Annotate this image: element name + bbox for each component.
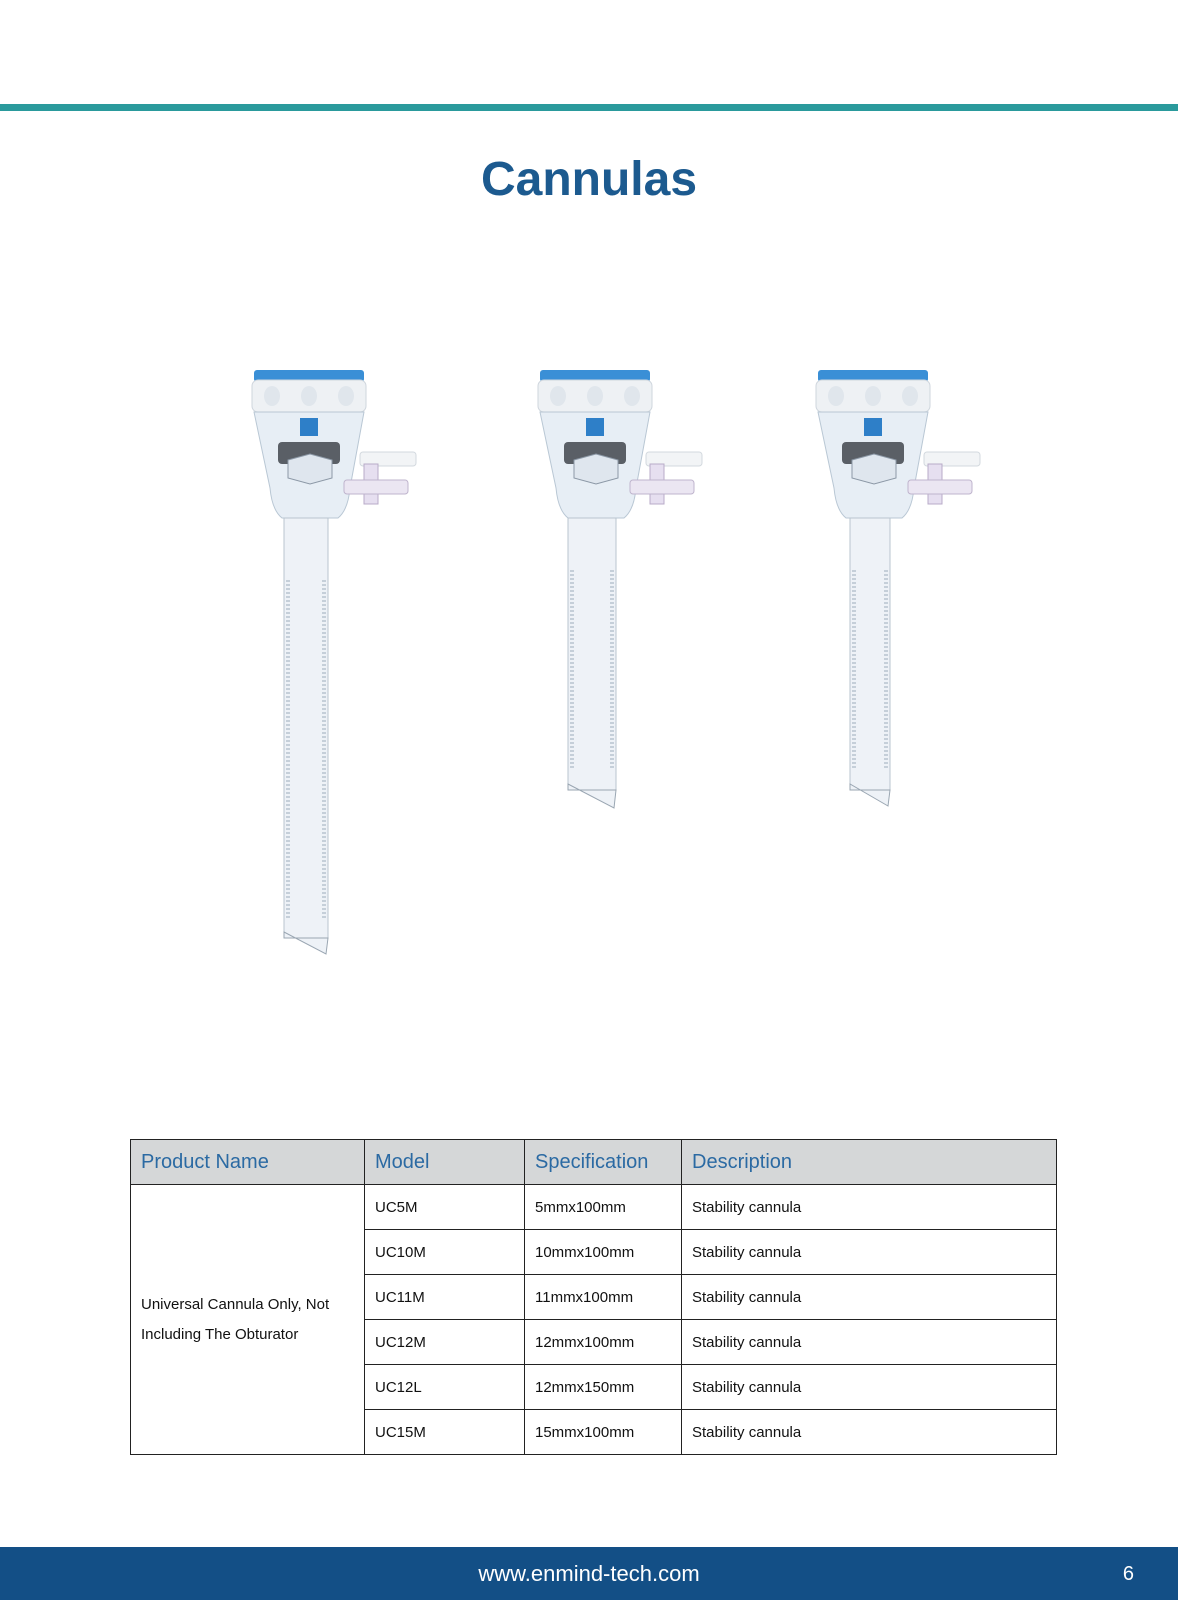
- spec-cell: 10mmx100mm: [525, 1230, 682, 1275]
- description-cell: Stability cannula: [682, 1275, 1057, 1320]
- top-rule: [0, 104, 1178, 111]
- table-row: [131, 1185, 1057, 1230]
- cannula-image: [812, 360, 992, 840]
- description-cell: Stability cannula: [682, 1320, 1057, 1365]
- header-model: Model: [365, 1140, 525, 1185]
- model-cell: UC10M: [365, 1230, 525, 1275]
- cannula-illustration: [538, 370, 702, 808]
- header-description: Description: [682, 1140, 1057, 1185]
- cannula-image: [248, 360, 428, 980]
- description-cell: Stability cannula: [682, 1185, 1057, 1230]
- description-cell: Stability cannula: [682, 1410, 1057, 1455]
- header-specification: Specification: [525, 1140, 682, 1185]
- spec-cell: 12mmx100mm: [525, 1320, 682, 1365]
- spec-cell: 12mmx150mm: [525, 1365, 682, 1410]
- cannula-image: [534, 360, 714, 840]
- spec-cell: 15mmx100mm: [525, 1410, 682, 1455]
- description-cell: Stability cannula: [682, 1365, 1057, 1410]
- model-cell: UC11M: [365, 1275, 525, 1320]
- spec-table: [130, 1139, 1057, 1455]
- table-header-row: [131, 1140, 1057, 1185]
- spec-cell: 5mmx100mm: [525, 1185, 682, 1230]
- header-product-name: Product Name: [131, 1140, 365, 1185]
- cannula-illustration: [252, 370, 416, 954]
- spec-cell: 11mmx100mm: [525, 1275, 682, 1320]
- model-cell: UC15M: [365, 1410, 525, 1455]
- description-cell: Stability cannula: [682, 1230, 1057, 1275]
- footer-url: www.enmind-tech.com: [478, 1561, 700, 1586]
- cannula-illustration: [816, 370, 980, 806]
- product-images: [0, 360, 1178, 1000]
- page-title: Cannulas: [480, 153, 698, 206]
- product-name-cell: Universal Cannula Only, Not Including The Obturator: [131, 1185, 365, 1455]
- model-cell: UC12M: [365, 1320, 525, 1365]
- model-cell: UC5M: [365, 1185, 525, 1230]
- page-number: 6: [1122, 1563, 1134, 1585]
- footer-bar: [0, 1547, 1178, 1600]
- model-cell: UC12L: [365, 1365, 525, 1410]
